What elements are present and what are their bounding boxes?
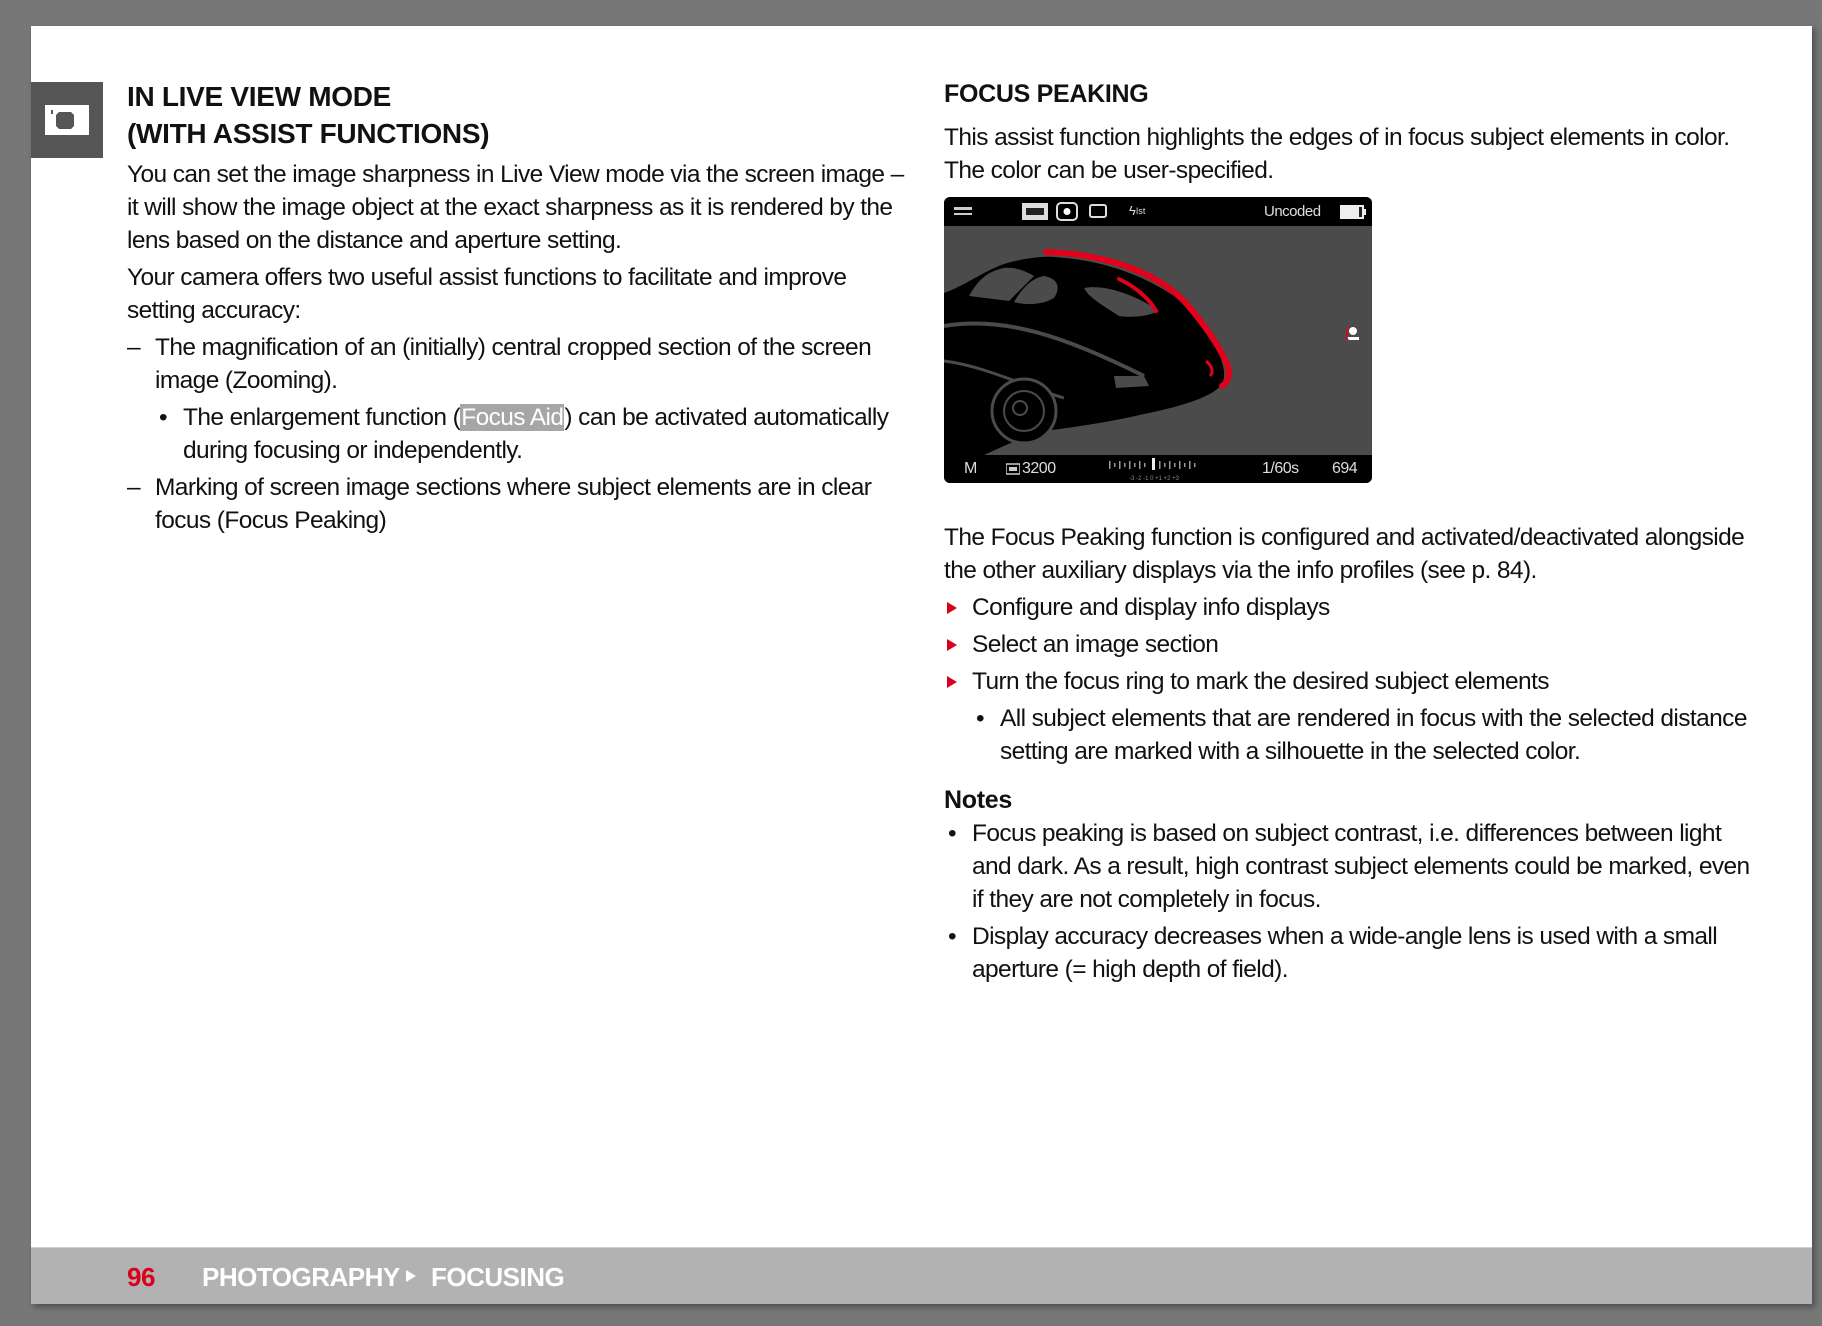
bullet-marker: •: [976, 705, 984, 732]
step-arrow-icon: [947, 639, 957, 651]
iso-icon: [1006, 463, 1020, 475]
right-column: [944, 78, 1764, 990]
focus-aid-highlight: Focus Aid: [461, 404, 564, 431]
remaining-shots: 694: [1332, 460, 1358, 477]
left-column: [127, 78, 917, 541]
list-item-zooming: [127, 331, 917, 397]
step-text: Select an image section: [972, 631, 1219, 658]
note-item: [944, 817, 1764, 916]
metering-mode-icon: [1022, 203, 1048, 220]
page-number: 96: [127, 1262, 155, 1292]
camera-screen-illustration: [944, 197, 1372, 483]
screen-top-bar: [944, 197, 1372, 226]
step-result: [944, 702, 1764, 768]
intro-paragraph: You can set the image sharpness in Live View mode via the screen image – it will show the image object at the exact sharpness as it is rendered by the lens based on the distance and aperture setting.: [127, 161, 904, 254]
exposure-mode: M: [964, 460, 978, 477]
step-arrow-icon: [947, 602, 957, 614]
note-item: [944, 920, 1764, 986]
list-item-text: Marking of screen image sections where subject elements are in clear focus (Focus Peaking): [155, 474, 872, 534]
section-tab: [31, 82, 103, 158]
frame-icon: [1089, 204, 1107, 218]
assist-paragraph: Your camera offers two useful assist functions to facilitate and improve setting accuracy:: [127, 264, 847, 324]
note-text: Display accuracy decreases when a wide-angle lens is used with a small aperture (= high depth of field).: [972, 923, 1718, 983]
focus-peaking-intro: This assist function highlights the edges of in focus subject elements in color. The color can be user-specified.: [944, 124, 1730, 184]
step-result-text: All subject elements that are rendered in focus with the selected distance setting are marked with a silhouette in the selected color.: [1000, 705, 1747, 765]
step-configure: [944, 591, 1764, 624]
notes-heading: Notes: [944, 786, 1012, 814]
live-view-screen-icon: [43, 103, 91, 137]
awb-icon: [954, 205, 972, 217]
title-line-1: IN LIVE VIEW MODE: [127, 81, 392, 112]
lens-status: Uncoded: [1264, 203, 1321, 220]
shutter-speed: 1/60s: [1262, 460, 1299, 477]
car-silhouette-image: [944, 226, 1372, 455]
section-title: [127, 78, 917, 152]
dash-marker: –: [127, 474, 141, 501]
bullet-marker: •: [159, 404, 167, 431]
dash-marker: –: [127, 334, 141, 361]
iso-number: 3200: [1022, 460, 1056, 477]
bullet-marker: •: [948, 923, 956, 950]
spot-af-icon: [1056, 202, 1078, 221]
flash-icon: ϟ Ist: [1129, 203, 1146, 218]
focus-peaking-heading: FOCUS PEAKING: [944, 80, 1149, 108]
battery-icon: [1340, 205, 1366, 219]
list-item-text: The enlargement function (: [183, 404, 461, 431]
exposure-meter-scale: [1109, 457, 1199, 481]
note-text: Focus peaking is based on subject contrast, i.e. differences between light and dark. As a result, high contrast subject elements could be marked, even if they are not completely in focus.: [972, 820, 1750, 913]
title-line-2: (WITH ASSIST FUNCTIONS): [127, 118, 490, 149]
manual-page: [31, 26, 1812, 1304]
step-text: Configure and display info displays: [972, 594, 1330, 621]
step-arrow-icon: [947, 676, 957, 688]
step-select-section: [944, 628, 1764, 661]
screen-bottom-bar: [944, 455, 1372, 483]
bullet-marker: •: [948, 820, 956, 847]
list-item-focus-peaking: [127, 471, 917, 537]
step-turn-focus-ring: [944, 665, 1764, 698]
list-item-text: ) can be activated automatically during focusing or independently.: [183, 404, 889, 464]
configuration-paragraph: The Focus Peaking function is configured and activated/deactivated alongside the other auxiliary displays via the info profiles (see p. 84).: [944, 524, 1745, 584]
page-footer: [31, 1247, 1812, 1304]
breadcrumb-photography: PHOTOGRAPHY: [202, 1262, 400, 1292]
step-text: Turn the focus ring to mark the desired subject elements: [972, 668, 1549, 695]
list-item-focus-aid: [127, 401, 917, 467]
breadcrumb-focusing: FOCUSING: [431, 1262, 565, 1292]
iso-value: [1006, 460, 1056, 478]
focus-person-icon: [1344, 325, 1360, 343]
svg-text:-3 -2 -1 0 +1 +2 +3: -3 -2 -1 0 +1 +2 +3: [1129, 476, 1179, 481]
list-item-text: The magnification of an (initially) central cropped section of the screen image (Zooming).: [155, 334, 872, 394]
breadcrumb-arrow-icon: [406, 1270, 416, 1282]
